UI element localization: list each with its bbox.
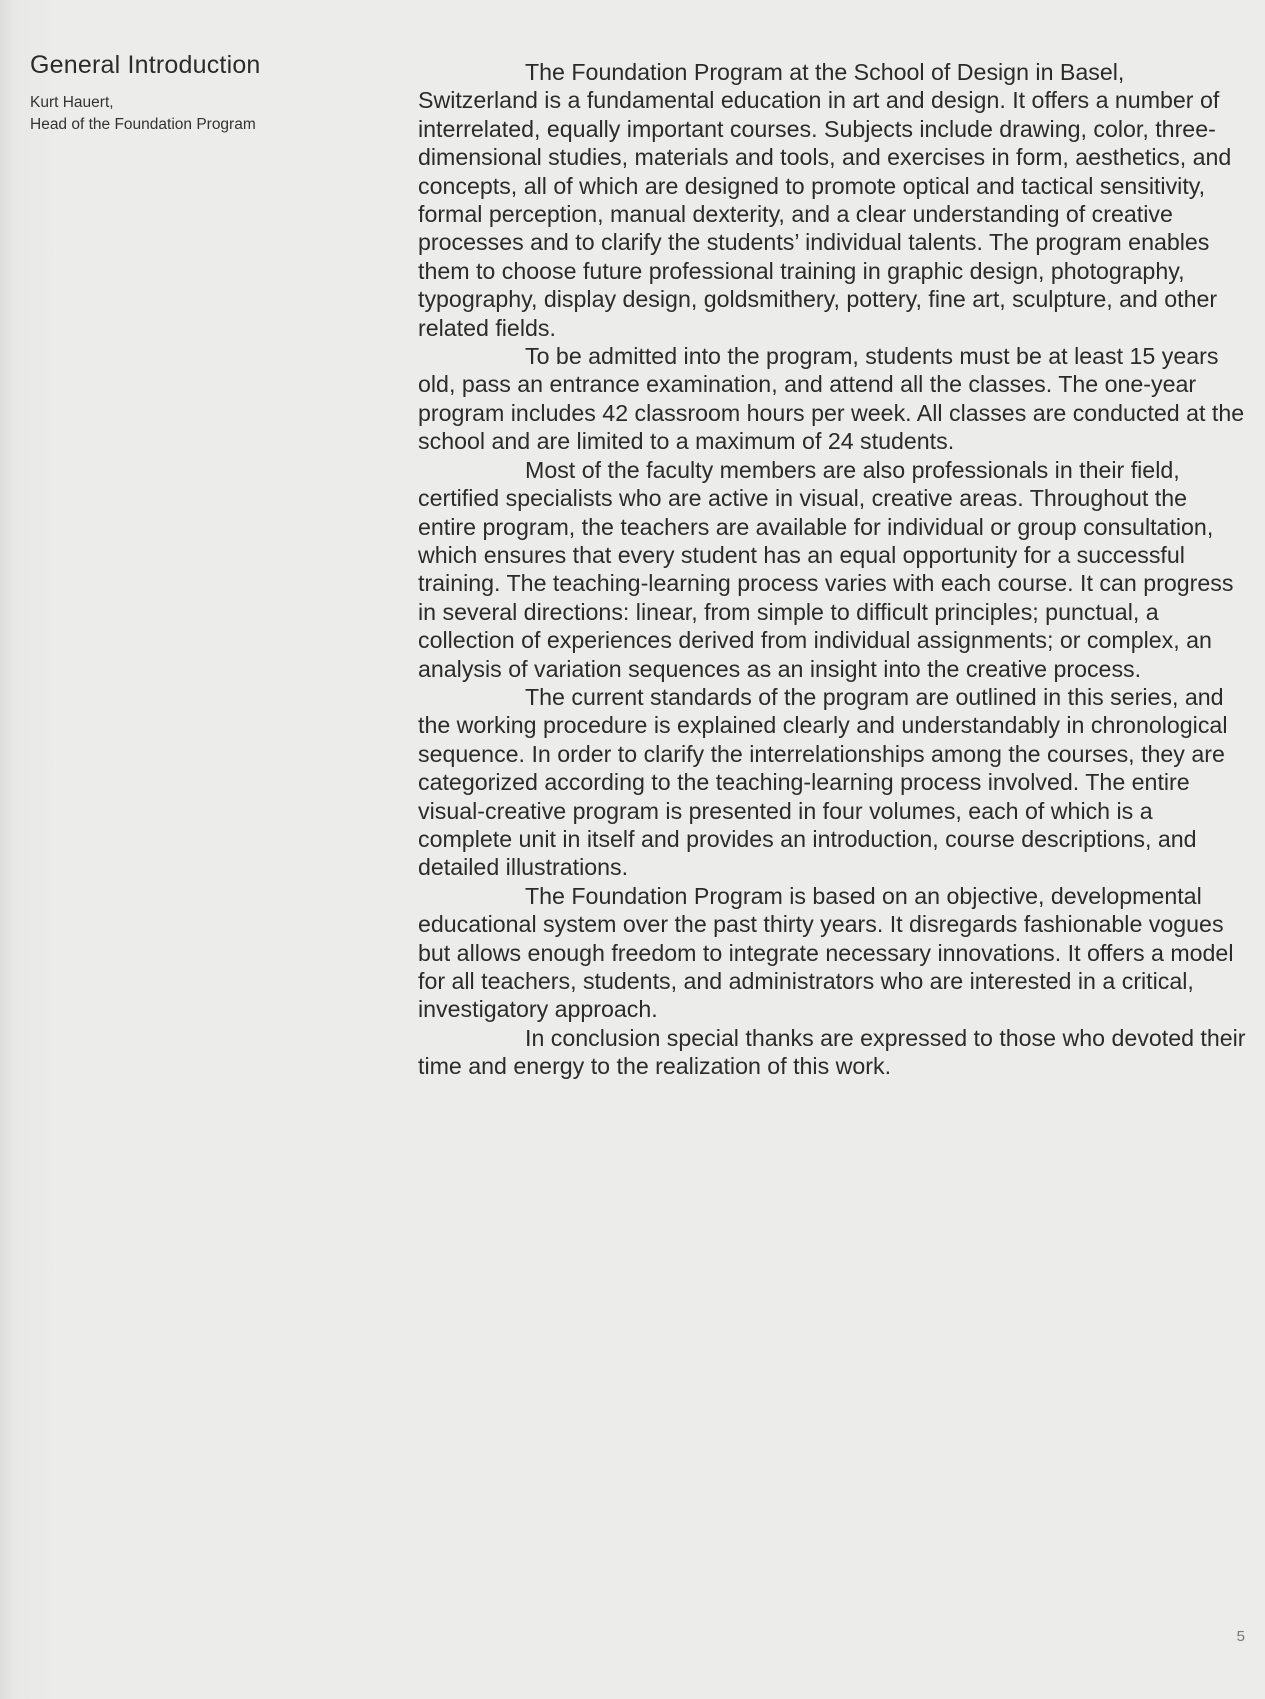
paragraph: Most of the faculty members are also professionals in their field, certified specialists who are active in visual, creative areas. Throughout the entire program, the teachers are available for individual or group consultation, which ensures that every student has an equal opportunity for a successful training. The teaching-learning process varies with each course. It can progress in several directions: linear, from simple to difficult principles; punctual, a collection of experiences derived from individual assignments; or complex, an analysis of variation sequences as an insight into the creative process. bbox=[418, 456, 1234, 682]
paragraph: The current standards of the program are outlined in this series, and the working procedure is explained clearly and understandably in chronological sequence. In order to clarify the interrelationships among the courses, they are categorized according to the teaching-learning process involved. The entire visual-creative program is presented in four volumes, each of which is a complete unit in itself and provides an introduction, course descriptions, and detailed illustrations. bbox=[418, 683, 1228, 881]
sidebar bbox=[30, 48, 360, 136]
paragraph: To be admitted into the program, students must be at least 15 years old, pass an entrance examination, and attend all the classes. The one-year program includes 42 classroom hours per week. All classes are conducted at the school and are limited to a maximum of 24 students. bbox=[418, 343, 1245, 455]
body-text bbox=[418, 58, 1248, 1081]
author-role: Head of the Foundation Program bbox=[30, 116, 256, 133]
byline bbox=[30, 92, 360, 136]
paragraph: The Foundation Program at the School of Design in Basel, Switzerland is a fundamental education in art and design. It offers a number of interrelated, equally important courses. Subjects include drawing, color, three-dimensional studies, materials and tools, and exercises in form, aesthetics, and concepts, all of which are designed to promote optical and tactical sensitivity, formal perception, manual dexterity, and a clear understanding of creative processes and to clarify the students’ individual talents. The program enables them to choose future professional training in graphic design, photography, typography, display design, goldsmithery, pottery, fine art, sculpture, and other related fields. bbox=[418, 59, 1232, 341]
section-title: General Introduction bbox=[30, 51, 261, 79]
page-number: 5 bbox=[1236, 1628, 1245, 1645]
paragraph: The Foundation Program is based on an objective, developmental educational system over the past thirty years. It disregards fashionable vogues but allows enough freedom to integrate necessary innovations. It offers a model for all teachers, students, and administrators who are interested in a critical, investigatory approach. bbox=[418, 882, 1234, 1023]
author-name: Kurt Hauert, bbox=[30, 94, 114, 111]
paragraph: In conclusion special thanks are expressed to those who devoted their time and energy to the realization of this work. bbox=[418, 1024, 1246, 1080]
